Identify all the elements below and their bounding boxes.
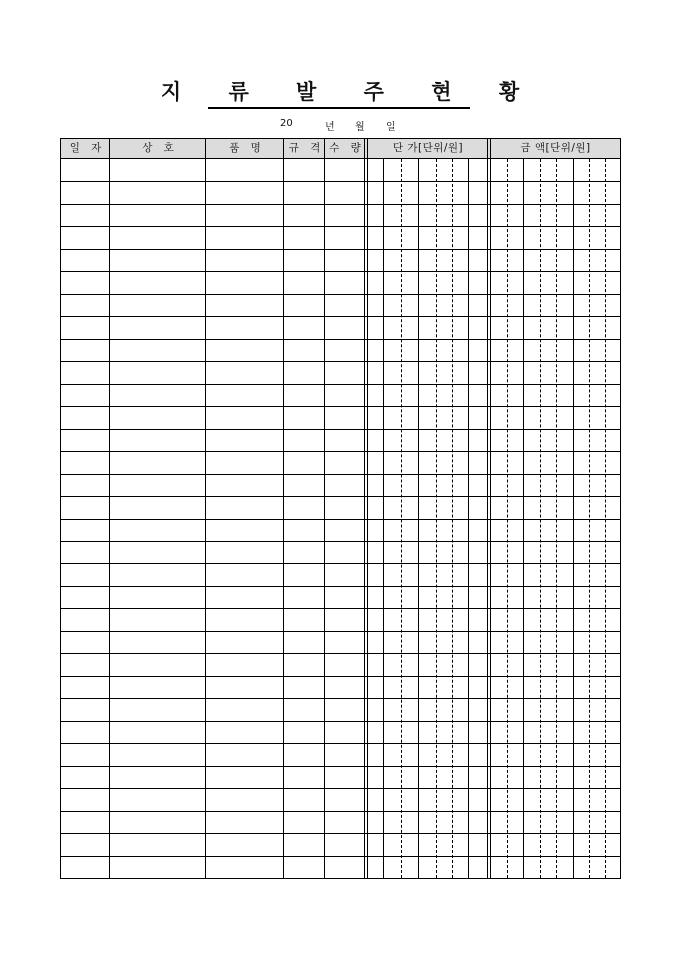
- table-row-line: [61, 249, 620, 250]
- col-divider: [109, 139, 110, 878]
- table-row-line: [61, 743, 620, 744]
- table-row-line: [61, 653, 620, 654]
- col-divider: [487, 139, 488, 878]
- date-year-prefix: 20: [280, 118, 293, 129]
- digit-divider-dashed: [401, 159, 402, 878]
- document-title: 지 류 발 주 현 황: [160, 79, 540, 104]
- table-row-line: [61, 811, 620, 812]
- table-header: [61, 139, 620, 159]
- table-row-line: [61, 833, 620, 834]
- table-row-line: [61, 608, 620, 609]
- table-row-line: [61, 316, 620, 317]
- table-row-line: [61, 451, 620, 452]
- date-day-unit: 일: [386, 122, 396, 133]
- digit-divider: [383, 159, 384, 878]
- header-qty: 수 량: [329, 142, 365, 154]
- table-row-line: [61, 361, 620, 362]
- table-row-line: [61, 384, 620, 385]
- header-vendor: 상 호: [142, 142, 178, 154]
- header-item: 품 명: [229, 142, 265, 154]
- table-row-line: [61, 271, 620, 272]
- order-table: [60, 138, 621, 879]
- table-row-line: [61, 181, 620, 182]
- digit-divider-dashed: [540, 159, 541, 878]
- table-row-line: [61, 339, 620, 340]
- table-row-line: [61, 204, 620, 205]
- digit-divider: [523, 159, 524, 878]
- digit-divider-dashed: [556, 159, 557, 878]
- table-row-line: [61, 294, 620, 295]
- digit-divider: [418, 159, 419, 878]
- table-row-line: [61, 788, 620, 789]
- table-row-line: [61, 586, 620, 587]
- header-spec: 규 격: [288, 142, 325, 154]
- table-body: [61, 159, 620, 878]
- table-row-line: [61, 226, 620, 227]
- table-row-line: [61, 698, 620, 699]
- table-row-line: [61, 496, 620, 497]
- table-row-line: [61, 541, 620, 542]
- digit-divider-dashed: [452, 159, 453, 878]
- table-row-line: [61, 676, 620, 677]
- header-amount: 금 액[단위/원]: [520, 142, 591, 154]
- date-year-unit: 년: [325, 122, 335, 133]
- digit-divider-dashed: [436, 159, 437, 878]
- col-divider: [205, 139, 206, 878]
- digit-divider-dashed: [589, 159, 590, 878]
- col-divider: [324, 139, 325, 878]
- digit-divider: [468, 159, 469, 878]
- col-divider: [283, 139, 284, 878]
- col-divider: [364, 139, 365, 878]
- table-row-line: [61, 721, 620, 722]
- title-underline: [208, 107, 470, 109]
- table-row-line: [61, 519, 620, 520]
- date-month-unit: 월: [355, 122, 365, 133]
- table-row-line: [61, 856, 620, 857]
- table-row-line: [61, 474, 620, 475]
- table-row-line: [61, 563, 620, 564]
- col-divider: [367, 139, 368, 878]
- digit-divider-dashed: [507, 159, 508, 878]
- header-unit-price: 단 가[단위/원]: [392, 142, 464, 154]
- table-row-line: [61, 429, 620, 430]
- col-divider: [490, 139, 491, 878]
- table-row-line: [61, 631, 620, 632]
- header-date: 일 자: [69, 142, 106, 154]
- table-row-line: [61, 406, 620, 407]
- table-row-line: [61, 766, 620, 767]
- digit-divider-dashed: [605, 159, 606, 878]
- digit-divider: [573, 159, 574, 878]
